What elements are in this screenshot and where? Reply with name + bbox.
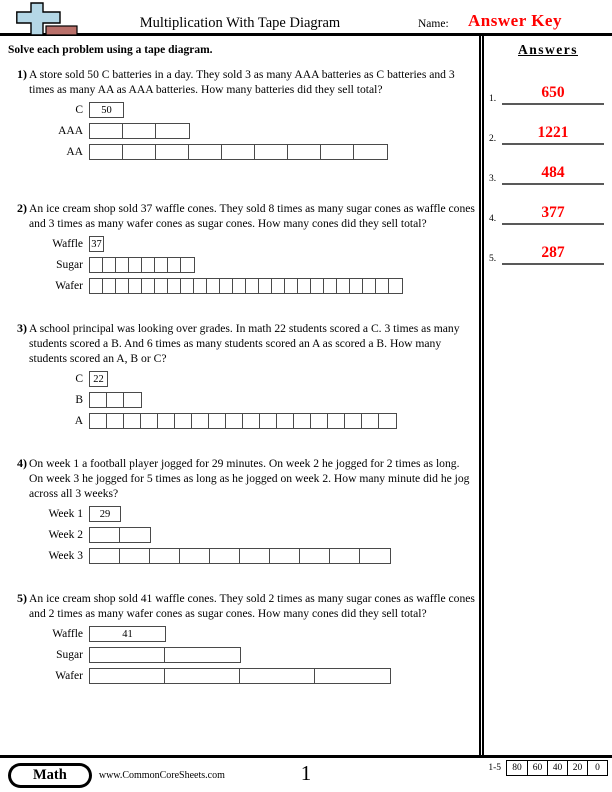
tape-cell — [103, 258, 116, 272]
tape-row-label: B — [75, 394, 83, 406]
tape-row — [29, 277, 475, 295]
tape-cell — [194, 279, 207, 293]
tape-cell — [240, 669, 315, 683]
tape-cell — [90, 393, 107, 407]
tape-cell — [129, 258, 142, 272]
tape-cell — [124, 414, 141, 428]
tape-row — [29, 256, 475, 274]
problem-range-label: 1-5 — [488, 763, 501, 773]
tape-row-label: AA — [66, 146, 83, 158]
answer-list — [484, 84, 612, 265]
score-group — [488, 760, 608, 776]
tape-cell — [120, 528, 150, 542]
answer-number: 2. — [489, 134, 497, 144]
tape-row-boxes — [89, 371, 108, 387]
tape-cell — [294, 414, 311, 428]
answer-item — [489, 124, 604, 145]
tape-cell — [90, 669, 165, 683]
tape-cell — [259, 279, 272, 293]
instructions-text: Solve each problem using a tape diagram. — [8, 44, 213, 56]
tape-cell — [360, 549, 390, 563]
problem-body — [29, 456, 475, 565]
problem-body — [29, 67, 475, 161]
problem-body — [29, 591, 475, 685]
tape-cell — [129, 279, 142, 293]
website-url: www.CommonCoreSheets.com — [98, 769, 225, 781]
problem-body — [29, 321, 475, 430]
tape-row — [29, 646, 475, 664]
tape-row-boxes — [89, 236, 104, 252]
tape-cell — [123, 145, 156, 159]
tape-row — [29, 625, 475, 643]
problem — [8, 321, 475, 430]
tape-cell — [142, 258, 155, 272]
tape-diagram — [29, 370, 475, 430]
tape-cell — [376, 279, 389, 293]
tape-cell — [328, 414, 345, 428]
tape-cell — [90, 648, 165, 662]
tape-row — [29, 101, 475, 119]
answer-value: 287 — [502, 244, 604, 265]
tape-cell — [270, 549, 300, 563]
subject-badge-label: Math — [11, 766, 89, 785]
tape-cell — [226, 414, 243, 428]
score-cell: 40 — [547, 761, 567, 775]
answers-panel — [479, 36, 612, 755]
tape-cell — [90, 414, 107, 428]
tape-row-boxes — [89, 668, 391, 684]
tape-cell — [168, 279, 181, 293]
score-table — [506, 760, 608, 776]
tape-cell — [181, 279, 194, 293]
tape-row — [29, 547, 475, 565]
tape-cell — [233, 279, 246, 293]
tape-row — [29, 667, 475, 685]
problem-number: 1) — [17, 67, 27, 81]
tape-cell — [156, 145, 189, 159]
tape-cell — [120, 549, 150, 563]
tape-cell — [180, 549, 210, 563]
page-header — [0, 0, 612, 36]
tape-cell — [124, 393, 141, 407]
tape-row-boxes — [89, 144, 388, 160]
answer-item — [489, 84, 604, 105]
tape-row-label: Sugar — [56, 649, 83, 661]
answer-value: 650 — [502, 84, 604, 105]
answer-number: 3. — [489, 174, 497, 184]
tape-cell — [298, 279, 311, 293]
page-title: Multiplication With Tape Diagram — [139, 15, 341, 31]
tape-cell — [90, 279, 103, 293]
tape-cell — [90, 549, 120, 563]
tape-row-boxes — [89, 123, 190, 139]
tape-row-label: AAA — [58, 125, 83, 137]
answer-value: 377 — [502, 204, 604, 225]
tape-cell — [158, 414, 175, 428]
tape-cell — [389, 279, 402, 293]
problem-text: A school principal was looking over grades. In math 22 students scored a C. 3 times as many students scored a B. And 6 times as many students scored an A as scored a B. How many students scored an A, B or C? — [29, 322, 460, 365]
problem — [8, 591, 475, 685]
tape-cell — [324, 279, 337, 293]
problem — [8, 456, 475, 565]
tape-row-boxes — [89, 413, 397, 429]
problem-text: A store sold 50 C batteries in a day. They sold 3 as many AAA batteries as C batteries and 3 times as many AA as AAA batteries. How many batteries did they sell total? — [29, 68, 455, 96]
tape-row — [29, 370, 475, 388]
tape-cell — [209, 414, 226, 428]
problem — [8, 201, 475, 295]
tape-row — [29, 143, 475, 161]
tape-cell — [315, 669, 390, 683]
tape-row-label: C — [75, 373, 83, 385]
tape-cell — [311, 279, 324, 293]
tape-cell — [354, 145, 387, 159]
answer-number: 5. — [489, 254, 497, 264]
tape-cell: 50 — [101, 104, 112, 116]
tape-cell — [311, 414, 328, 428]
tape-row-boxes — [89, 102, 124, 118]
tape-diagram — [29, 101, 475, 161]
tape-row-label: C — [75, 104, 83, 116]
answer-key-label: Answer Key — [468, 11, 562, 30]
tape-cell — [103, 279, 116, 293]
problem-text: An ice cream shop sold 41 waffle cones. They sold 2 times as many sugar cones as waffle cones and 2 times as many wafer cones as sugar cones. How many cones did they sell total? — [29, 592, 475, 620]
tape-cell — [240, 549, 270, 563]
tape-cell — [288, 145, 321, 159]
score-cell: 0 — [587, 761, 607, 775]
tape-cell — [350, 279, 363, 293]
answer-number: 4. — [489, 214, 497, 224]
tape-row-label: Wafer — [55, 280, 83, 292]
tape-row-label: Week 1 — [48, 508, 83, 520]
tape-cell — [285, 279, 298, 293]
tape-cell — [155, 258, 168, 272]
tape-cell — [192, 414, 209, 428]
problem-list — [8, 67, 475, 685]
problem-text: On week 1 a football player jogged for 29 minutes. On week 2 he jogged for 2 times as long. On week 3 he jogged for 5 times as long as he jogged on week 2. How many minute did he jog across all 3 weeks? — [29, 457, 470, 500]
tape-cell — [107, 393, 124, 407]
tape-cell — [165, 648, 240, 662]
tape-cell — [330, 549, 360, 563]
answer-number: 1. — [489, 94, 497, 104]
tape-cell — [210, 549, 240, 563]
tape-cell — [107, 414, 124, 428]
tape-cell — [156, 124, 189, 138]
tape-cell — [277, 414, 294, 428]
tape-cell — [321, 145, 354, 159]
tape-cell — [155, 279, 168, 293]
problem-number: 4) — [17, 456, 27, 470]
tape-cell: 41 — [122, 628, 133, 640]
answers-heading: Answers — [518, 42, 578, 57]
tape-row-boxes — [89, 278, 403, 294]
problem-number: 2) — [17, 201, 27, 215]
tape-cell — [150, 549, 180, 563]
tape-row — [29, 505, 475, 523]
tape-cell — [181, 258, 194, 272]
tape-cell: 37 — [91, 238, 102, 250]
tape-cell — [260, 414, 277, 428]
answer-item — [489, 244, 604, 265]
tape-row-boxes — [89, 257, 195, 273]
tape-row — [29, 526, 475, 544]
name-label: Name: — [418, 18, 449, 30]
tape-cell — [363, 279, 376, 293]
tape-cell — [272, 279, 285, 293]
tape-row-label: Wafer — [55, 670, 83, 682]
tape-cell — [255, 145, 288, 159]
tape-cell — [345, 414, 362, 428]
answer-value: 484 — [502, 164, 604, 185]
tape-diagram — [29, 505, 475, 565]
answer-item — [489, 164, 604, 185]
tape-row-boxes — [89, 527, 151, 543]
answer-value: 1221 — [502, 124, 604, 145]
tape-row — [29, 391, 475, 409]
tape-diagram — [29, 235, 475, 295]
score-cell: 20 — [567, 761, 587, 775]
problems-column — [0, 36, 479, 755]
score-cell: 60 — [527, 761, 547, 775]
tape-diagram — [29, 625, 475, 685]
tape-cell: 29 — [99, 508, 111, 520]
tape-cell — [362, 414, 379, 428]
tape-row-label: Sugar — [56, 259, 83, 271]
problem-number: 3) — [17, 321, 27, 335]
tape-cell — [90, 145, 123, 159]
tape-cell — [116, 279, 129, 293]
tape-cell: 22 — [93, 373, 104, 385]
tape-cell — [337, 279, 350, 293]
problem-body — [29, 201, 475, 295]
tape-row-label: Waffle — [52, 628, 83, 640]
tape-row-label: A — [74, 415, 83, 427]
tape-row-boxes — [89, 647, 241, 663]
tape-cell — [165, 669, 240, 683]
tape-cell — [246, 279, 259, 293]
tape-cell — [220, 279, 233, 293]
answer-item — [489, 204, 604, 225]
tape-row — [29, 235, 475, 253]
tape-cell — [116, 258, 129, 272]
tape-cell — [300, 549, 330, 563]
tape-row-boxes — [89, 506, 121, 522]
tape-row-boxes — [89, 626, 166, 642]
tape-cell — [90, 258, 103, 272]
tape-row-label: Week 2 — [48, 529, 83, 541]
tape-cell — [90, 124, 123, 138]
page-footer — [0, 755, 612, 792]
page-number: 1 — [300, 761, 312, 785]
tape-cell — [222, 145, 255, 159]
tape-row-label: Waffle — [52, 238, 83, 250]
tape-row-label: Week 3 — [48, 550, 83, 562]
tape-cell — [141, 414, 158, 428]
tape-cell — [175, 414, 192, 428]
tape-cell — [189, 145, 222, 159]
tape-cell — [142, 279, 155, 293]
score-cell: 80 — [512, 763, 522, 773]
tape-cell — [243, 414, 260, 428]
tape-cell — [379, 414, 396, 428]
tape-cell — [207, 279, 220, 293]
tape-row-boxes — [89, 392, 142, 408]
tape-row-boxes — [89, 548, 391, 564]
problem-number: 5) — [17, 591, 27, 605]
tape-row — [29, 412, 475, 430]
tape-cell — [168, 258, 181, 272]
tape-cell — [123, 124, 156, 138]
tape-row — [29, 122, 475, 140]
problem — [8, 67, 475, 161]
tape-cell — [90, 528, 120, 542]
problem-text: An ice cream shop sold 37 waffle cones. They sold 8 times as many sugar cones as waffle cones and 3 times as many wafer cones as sugar cones. How many cones did they sell total? — [29, 202, 475, 230]
main-area — [0, 36, 612, 755]
